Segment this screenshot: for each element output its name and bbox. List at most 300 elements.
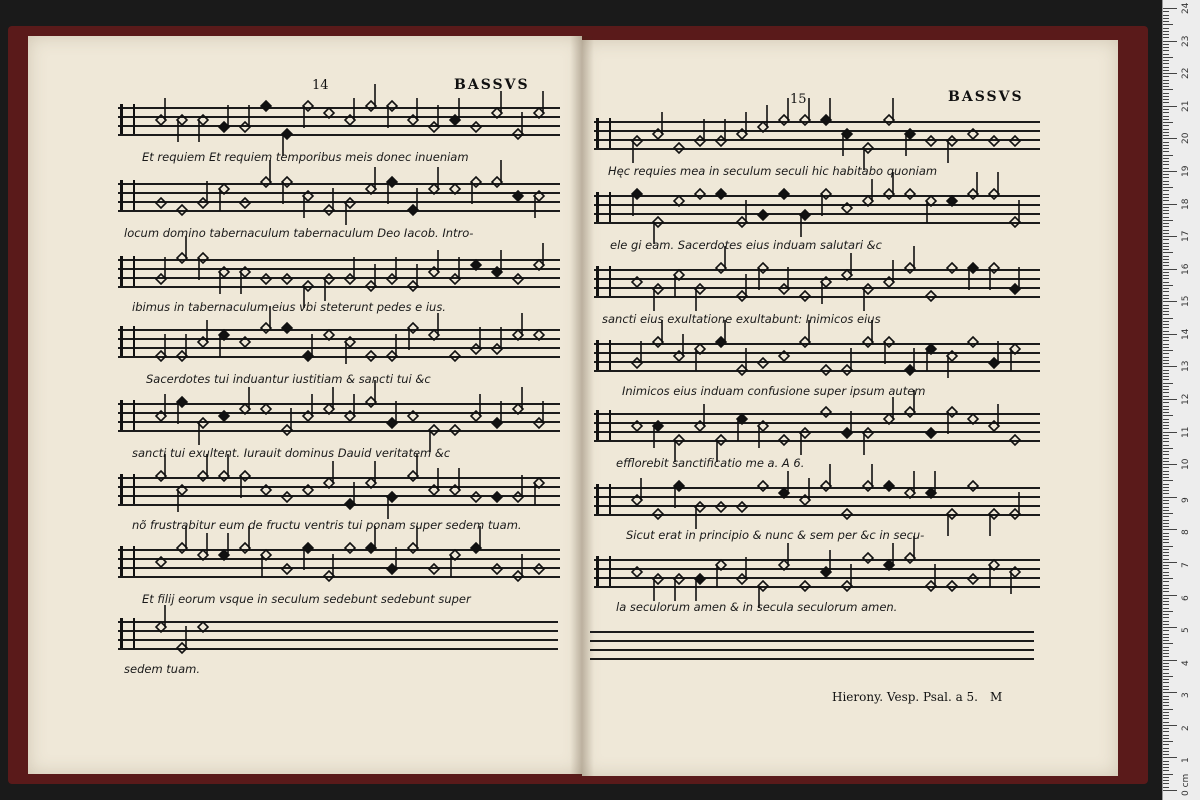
ruler-tick <box>1163 614 1169 615</box>
ruler-tick <box>1163 787 1169 788</box>
ruler-tick <box>1163 513 1173 514</box>
ruler-tick <box>1163 80 1169 81</box>
note-head <box>261 485 271 495</box>
ruler-tick <box>1163 373 1169 374</box>
ruler-tick <box>1163 265 1169 266</box>
ruler-tick <box>1163 490 1169 491</box>
ruler-tick <box>1163 31 1169 32</box>
ruler-tick <box>1163 409 1169 410</box>
ruler-tick <box>1163 125 1169 126</box>
ruler-tick <box>1163 484 1169 485</box>
ruler-tick <box>1163 109 1169 110</box>
ruler-tick <box>1163 86 1169 87</box>
ruler-tick <box>1163 34 1169 35</box>
note-head <box>968 337 978 347</box>
ruler-tick <box>1163 425 1169 426</box>
note-head <box>261 274 271 284</box>
ruler-tick <box>1163 295 1169 296</box>
ruler-tick <box>1163 474 1169 475</box>
ruler-tick <box>1163 761 1169 762</box>
note-head <box>716 502 726 512</box>
right-lyric-2: ele gi eam. Sacerdotes eius induam salutari &c <box>610 238 882 252</box>
ruler-tick <box>1163 288 1169 289</box>
note-head <box>947 196 957 206</box>
note-head <box>534 564 544 574</box>
ruler-tick <box>1163 445 1169 446</box>
ruler-tick <box>1163 585 1169 586</box>
note-head <box>674 143 684 153</box>
note-head <box>450 184 460 194</box>
ruler-tick <box>1163 764 1169 765</box>
ruler-tick <box>1163 725 1177 726</box>
ruler-tick <box>1163 542 1169 543</box>
ruler-tick <box>1163 340 1169 341</box>
ruler-tick <box>1163 379 1169 380</box>
ruler-tick <box>1163 546 1173 547</box>
ruler-tick <box>1163 102 1169 103</box>
ruler-tick <box>1163 116 1169 117</box>
ruler-tick <box>1163 194 1169 195</box>
ruler-tick <box>1163 184 1169 185</box>
ruler-label: 8 <box>1181 529 1191 536</box>
ruler-tick <box>1163 568 1169 569</box>
ruler-tick <box>1163 350 1173 351</box>
ruler-tick <box>1163 8 1177 9</box>
ruler-tick <box>1163 44 1169 45</box>
note-head <box>737 502 747 512</box>
ruler-tick <box>1163 171 1177 172</box>
ruler-tick <box>1163 217 1169 218</box>
note-head <box>240 337 250 347</box>
note-head <box>345 543 355 553</box>
ruler-tick <box>1163 63 1169 64</box>
ruler-tick <box>1163 422 1169 423</box>
ruler-tick <box>1163 314 1169 315</box>
ruler-tick <box>1163 748 1169 749</box>
ruler-tick <box>1163 213 1169 214</box>
note-head <box>156 557 166 567</box>
note-head <box>842 509 852 519</box>
ruler-tick <box>1163 503 1169 504</box>
ruler-label: 18 <box>1181 198 1191 210</box>
ruler-tick <box>1163 578 1173 579</box>
ruler-tick <box>1163 285 1173 286</box>
note-head <box>926 428 936 438</box>
ruler-tick <box>1163 666 1169 667</box>
ruler-tick <box>1163 207 1169 208</box>
ruler-label: 5 <box>1181 627 1191 634</box>
ruler-label: 21 <box>1181 100 1191 112</box>
ruler-tick <box>1163 510 1169 511</box>
right-lyric-5: efflorebit sanctificatio me a. A 6. <box>616 456 805 470</box>
left-lyric-5: sancti tui exultent. Iurauit dominus Dauid veritatem &c <box>132 446 451 460</box>
ruler-tick <box>1163 145 1169 146</box>
ruler-tick <box>1163 158 1169 159</box>
ruler-tick <box>1163 249 1169 250</box>
ruler-tick <box>1163 15 1169 16</box>
note-head <box>947 263 957 273</box>
ruler-tick <box>1163 174 1169 175</box>
note-head <box>716 189 726 199</box>
ruler-tick <box>1163 57 1173 58</box>
ruler-tick <box>1163 715 1169 716</box>
ruler-tick <box>1163 161 1169 162</box>
ruler-label: 20 <box>1181 132 1191 145</box>
note-head <box>905 189 915 199</box>
note-head <box>821 365 831 375</box>
ruler-tick <box>1163 660 1177 661</box>
left-lyric-4: Sacerdotes tui induantur iustitiam & sancti tui &c <box>146 372 431 386</box>
measuring-ruler <box>1162 0 1200 800</box>
ruler-tick <box>1163 738 1169 739</box>
ruler-tick <box>1163 122 1173 123</box>
ruler-tick <box>1163 236 1177 237</box>
ruler-tick <box>1163 581 1169 582</box>
ruler-tick <box>1163 187 1173 188</box>
ruler-tick <box>1163 204 1177 205</box>
right-lyric-3: sancti eius exultatione exultabunt: Inimicos eius <box>602 312 881 326</box>
ruler-tick <box>1163 754 1169 755</box>
note-head <box>779 189 789 199</box>
note-head <box>779 435 789 445</box>
ruler-tick <box>1163 386 1169 387</box>
ruler-tick <box>1163 282 1169 283</box>
ruler-tick <box>1163 526 1169 527</box>
ruler-tick <box>1163 774 1173 775</box>
note-head <box>968 414 978 424</box>
ruler-tick <box>1163 705 1169 706</box>
ruler-tick <box>1163 441 1169 442</box>
ruler-tick <box>1163 399 1177 400</box>
note-head <box>632 567 642 577</box>
note-head <box>282 492 292 502</box>
ruler-tick <box>1163 533 1169 534</box>
ruler-tick <box>1163 735 1169 736</box>
ruler-tick <box>1163 780 1169 781</box>
left-lyric-1: Et requiem Et requiem temporibus meis donec inueniam <box>142 150 469 164</box>
ruler-tick <box>1163 588 1169 589</box>
ruler-tick <box>1163 305 1169 306</box>
ruler-label: 2 <box>1181 725 1191 731</box>
ruler-label: 10 <box>1181 458 1191 471</box>
ruler-tick <box>1163 366 1177 367</box>
ruler-tick <box>1163 151 1169 152</box>
note-head <box>821 407 831 417</box>
ruler-tick <box>1163 311 1169 312</box>
ruler-tick <box>1163 363 1169 364</box>
left-lyric-7: Et filij eorum vsque in seculum sedebunt sedebunt super <box>142 592 471 606</box>
ruler-tick <box>1163 190 1169 191</box>
ruler-tick <box>1163 520 1169 521</box>
note-head <box>800 291 810 301</box>
ruler-label: 22 <box>1181 67 1191 80</box>
ruler-tick <box>1163 54 1169 55</box>
ruler-tick <box>1163 67 1169 68</box>
ruler-tick <box>1163 591 1169 592</box>
ruler-tick <box>1163 435 1169 436</box>
ruler-tick <box>1163 549 1169 550</box>
note-head <box>884 481 894 491</box>
ruler-label: 1 <box>1181 757 1191 764</box>
ruler-tick <box>1163 516 1169 517</box>
left-lyric-6: nõ frustrabitur eum de fructu ventris tui ponam super sedem tuam. <box>132 518 522 532</box>
note-head <box>450 351 460 361</box>
note-head <box>324 108 334 118</box>
ruler-tick <box>1163 50 1169 51</box>
right-lyric-4: Inimicos eius induam confusione super ipsum autem <box>622 384 926 398</box>
ruler-tick <box>1163 331 1169 332</box>
ruler-tick <box>1163 448 1173 449</box>
right-lyric-7: la seculorum amen & in secula seculorum amen. <box>616 600 898 614</box>
ruler-tick <box>1163 210 1169 211</box>
ruler-tick <box>1163 621 1169 622</box>
ruler-tick <box>1163 718 1169 719</box>
ruler-tick <box>1163 119 1169 120</box>
ruler-tick <box>1163 181 1169 182</box>
ruler-tick <box>1163 656 1169 657</box>
note-head <box>968 481 978 491</box>
note-head <box>779 351 789 361</box>
ruler-label: 0 cm <box>1181 773 1191 796</box>
ruler-label: 6 <box>1181 594 1191 601</box>
note-head <box>198 622 208 632</box>
ruler-tick <box>1163 259 1169 260</box>
ruler-tick <box>1163 523 1169 524</box>
note-head <box>1010 435 1020 445</box>
note-head <box>674 196 684 206</box>
ruler-tick <box>1163 702 1169 703</box>
ruler-tick <box>1163 197 1169 198</box>
ruler-tick <box>1163 790 1177 791</box>
note-head <box>261 101 271 111</box>
ruler-tick <box>1163 454 1169 455</box>
ruler-tick <box>1163 493 1169 494</box>
ruler-tick <box>1163 60 1169 61</box>
ruler-tick <box>1163 679 1169 680</box>
note-head <box>632 277 642 287</box>
ruler-tick <box>1163 770 1169 771</box>
note-head <box>513 191 523 201</box>
note-head <box>471 492 481 502</box>
note-head <box>492 564 502 574</box>
ruler-tick <box>1163 298 1169 299</box>
ruler-tick <box>1163 741 1173 742</box>
note-head <box>177 205 187 215</box>
ruler-tick <box>1163 11 1169 12</box>
ruler-tick <box>1163 402 1169 403</box>
note-head <box>968 129 978 139</box>
right-footer-caption: Hierony. Vesp. Psal. a 5. <box>832 690 978 704</box>
right-lyric-6: Sicut erat in principio & nunc & sem per &c in secu- <box>626 528 925 542</box>
ruler-tick <box>1163 529 1177 530</box>
ruler-tick <box>1163 269 1177 270</box>
ruler-tick <box>1163 480 1173 481</box>
ruler-tick <box>1163 647 1169 648</box>
ruler-tick <box>1163 627 1177 628</box>
left-lyric-8: sedem tuam. <box>124 662 201 676</box>
ruler-tick <box>1163 324 1169 325</box>
ruler-label: 19 <box>1181 165 1191 177</box>
ruler-tick <box>1163 353 1169 354</box>
ruler-tick <box>1163 37 1169 38</box>
ruler-tick <box>1163 18 1169 19</box>
ruler-label: 11 <box>1181 426 1191 438</box>
ruler-tick <box>1163 555 1169 556</box>
ruler-tick <box>1163 432 1177 433</box>
ruler-tick <box>1163 669 1169 670</box>
ruler-tick <box>1163 41 1177 42</box>
ruler-tick <box>1163 507 1169 508</box>
ruler-tick <box>1163 246 1169 247</box>
ruler-tick <box>1163 699 1169 700</box>
ruler-tick <box>1163 539 1169 540</box>
ruler-tick <box>1163 464 1177 465</box>
ruler-tick <box>1163 112 1169 113</box>
ruler-label: 12 <box>1181 393 1191 405</box>
note-head <box>695 189 705 199</box>
ruler-tick <box>1163 135 1169 136</box>
ruler-label: 4 <box>1181 659 1191 666</box>
ruler-tick <box>1163 148 1169 149</box>
ruler-tick <box>1163 565 1169 566</box>
ruler-tick <box>1163 396 1169 397</box>
note-head <box>989 136 999 146</box>
ruler-tick <box>1163 357 1169 358</box>
ruler-tick <box>1163 757 1177 758</box>
note-head <box>429 564 439 574</box>
ruler-tick <box>1163 634 1169 635</box>
ruler-tick <box>1163 177 1169 178</box>
ruler-tick <box>1163 477 1169 478</box>
ruler-tick <box>1163 406 1169 407</box>
ruler-tick <box>1163 220 1173 221</box>
note-head <box>282 323 292 333</box>
ruler-tick <box>1163 47 1169 48</box>
ruler-tick <box>1163 552 1169 553</box>
ruler-tick <box>1163 751 1169 752</box>
note-head <box>366 351 376 361</box>
ruler-tick <box>1163 337 1169 338</box>
left-lyric-3: ibimus in tabernaculum eius vbi steterunt pedes e ius. <box>132 300 446 314</box>
ruler-tick <box>1163 96 1169 97</box>
ruler-tick <box>1163 291 1169 292</box>
ruler-tick <box>1163 168 1169 169</box>
ruler-tick <box>1163 76 1169 77</box>
ruler-tick <box>1163 487 1169 488</box>
ruler-tick <box>1163 676 1173 677</box>
ruler-tick <box>1163 777 1169 778</box>
ruler-tick <box>1163 640 1169 641</box>
ruler-tick <box>1163 500 1169 501</box>
note-head <box>282 274 292 284</box>
ruler-tick <box>1163 624 1169 625</box>
ruler-tick <box>1163 370 1169 371</box>
ruler-tick <box>1163 239 1169 240</box>
left-page-number: 14 <box>312 78 329 93</box>
ruler-tick <box>1163 412 1169 413</box>
note-head <box>450 425 460 435</box>
ruler-tick <box>1163 709 1173 710</box>
note-head <box>758 481 768 491</box>
ruler-tick <box>1163 347 1169 348</box>
ruler-tick <box>1163 712 1169 713</box>
right-page-number: 15 <box>790 92 807 107</box>
ruler-tick <box>1163 70 1169 71</box>
ruler-label: 7 <box>1181 562 1191 568</box>
ruler-tick <box>1163 419 1169 420</box>
ruler-tick <box>1163 376 1169 377</box>
note-head <box>324 330 334 340</box>
note-head <box>1010 136 1020 146</box>
ruler-tick <box>1163 438 1169 439</box>
note-head <box>261 404 271 414</box>
ruler-tick <box>1163 458 1169 459</box>
ruler-label: 15 <box>1181 295 1191 308</box>
note-head <box>842 203 852 213</box>
right-voice-label: BASSVS <box>948 89 1024 105</box>
ruler-tick <box>1163 243 1169 244</box>
ruler-tick <box>1163 471 1169 472</box>
ruler-tick <box>1163 604 1169 605</box>
ruler-tick <box>1163 389 1169 390</box>
ruler-tick <box>1163 21 1169 22</box>
ruler-tick <box>1163 744 1169 745</box>
note-head <box>492 492 502 502</box>
note-head <box>219 411 229 421</box>
ruler-tick <box>1163 415 1173 416</box>
note-head <box>800 581 810 591</box>
ruler-tick <box>1163 731 1169 732</box>
ruler-tick <box>1163 650 1169 651</box>
note-head <box>240 198 250 208</box>
ruler-tick <box>1163 132 1169 133</box>
ruler-tick <box>1163 467 1169 468</box>
note-head <box>513 274 523 284</box>
ruler-tick <box>1163 497 1177 498</box>
ruler-tick <box>1163 321 1169 322</box>
ruler-tick <box>1163 223 1169 224</box>
note-head <box>156 198 166 208</box>
right-lyric-1: Hęc requies mea in seculum seculi hic habitabo quoniam <box>608 164 938 178</box>
ruler-label: 3 <box>1181 692 1191 699</box>
ruler-tick <box>1163 106 1177 107</box>
note-head <box>534 330 544 340</box>
ruler-tick <box>1163 575 1169 576</box>
ruler-tick <box>1163 611 1173 612</box>
ruler-tick <box>1163 595 1177 596</box>
ruler-tick <box>1163 598 1169 599</box>
ruler-tick <box>1163 24 1173 25</box>
ruler-tick <box>1163 696 1169 697</box>
ruler-label: 13 <box>1181 360 1191 373</box>
ruler-tick <box>1163 722 1169 723</box>
ruler-tick <box>1163 226 1169 227</box>
ruler-tick <box>1163 278 1169 279</box>
ruler-tick <box>1163 451 1169 452</box>
ruler-tick <box>1163 155 1173 156</box>
ruler-tick <box>1163 383 1173 384</box>
right-signature-mark: M <box>990 690 1003 704</box>
ruler-label: 16 <box>1181 263 1191 275</box>
ruler-tick <box>1163 689 1169 690</box>
ruler-tick <box>1163 83 1169 84</box>
ruler-tick <box>1163 461 1169 462</box>
note-head <box>758 358 768 368</box>
ruler-label: 24 <box>1181 2 1191 14</box>
note-head <box>471 260 481 270</box>
ruler-tick <box>1163 653 1169 654</box>
ruler-tick <box>1163 562 1177 563</box>
